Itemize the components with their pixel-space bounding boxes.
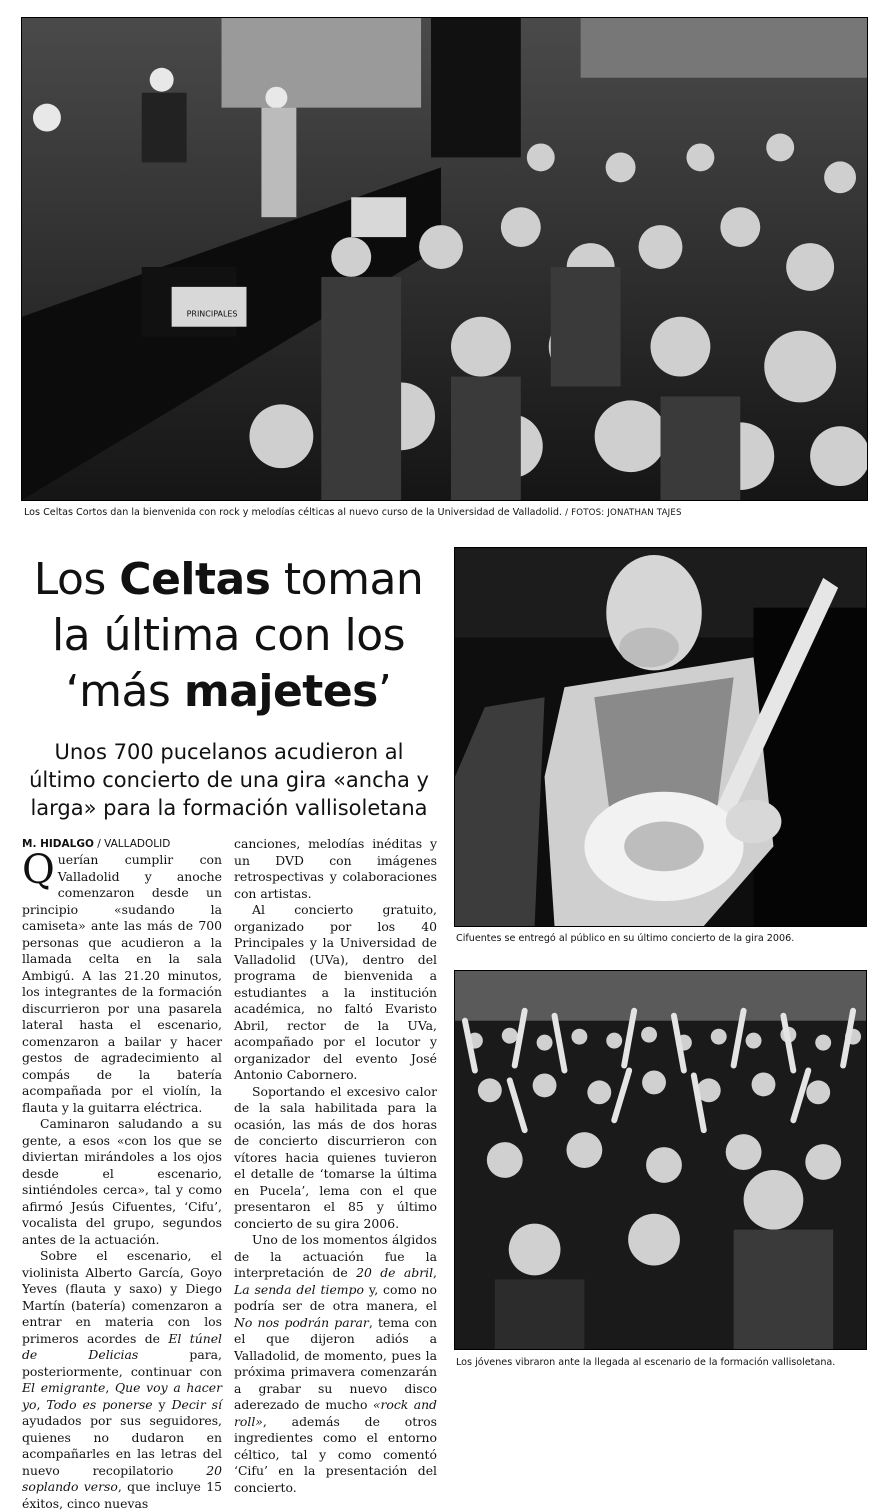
paragraph-6: Soportando el excesivo calor de la sala habilitada para la ocasión, las más de dos horas de concierto discurrieron con vítores hacia quienes tuvieron el detalle de ‘tomarse la última en Pucela’, lema con el que presentaron el 85 y último concierto de su gira 2006. [234, 1083, 437, 1231]
crowd-photo [454, 970, 867, 1350]
concert-stage-photo [21, 17, 868, 501]
paragraph-3: Sobre el escenario, el violinista Alberto García, Goyo Yeves (flauta y saxo) y Diego Martín (batería) comenzaron a entrar en materia con los primeros acordes de El túnel de Delicias para, posteriormente, continuar con El emigrante, Que voy a hacer yo, Todo es ponerse y Decir sí ayudados por sus seguidores, quienes no dudaron en acompañarles en las letras del nuevo recopilatorio 20 soplando verso, que incluye 15 éxitos, cinco nuevas [22, 1248, 222, 1511]
paragraph-7: Uno de los momentos álgidos de la actuación fue la interpretación de 20 de abril, La senda del tiempo y, como no podría ser de otra manera, el No nos podrán parar, tema con el que dijeron adiós a Valladolid, de momento, pues la próxima primavera comenzarán a grabar su nuevo disco aderezado de mucho «rock and roll», además de otros ingredientes como el entorno céltico, tal y como comentó ‘Cifu’ en la presentación del concierto. [234, 1232, 437, 1495]
paragraph-4: canciones, melodías inéditas y un DVD con imágenes retrospectivas y colaboraciones con artistas. [234, 836, 437, 901]
crowd-photo-caption: Los jóvenes vibraron ante la llegada al escenario de la formación vallisoletana. [456, 1357, 836, 1368]
paragraph-5: Al concierto gratuito, organizado por los 40 Principales y la Universidad de Valladolid (UVa), dentro del programa de bienvenida a estudiantes a la institución académica, no faltó Evaristo Abril, rector de la UVa, acompañado por el locutor y organizador del evento José Antonio Cabornero. [234, 902, 437, 1082]
photo-credit: / FOTOS: JONATHAN TAJES [565, 508, 682, 518]
top-photo-caption [24, 507, 682, 519]
concert-stage-image [22, 18, 867, 500]
paragraph-1: Querían cumplir con Valladolid y anoche comenzaron desde un principio «sudando la camiseta» ante las más de 700 personas que acudieron a la llamada celta en la sala Ambigú. A las 21.20 minutos, los integrantes de la formación discurrieron por una pasarela lateral hasta el escenario, comenzaron a bailar y hacer gestos de agradecimiento al compás de la batería acompañada por el violín, la flauta y la guitarra eléctrica. [22, 847, 222, 1115]
article-column-2 [234, 836, 437, 1496]
headline-line-2: la última con los [51, 610, 406, 661]
guitarist-photo [454, 547, 867, 927]
article-column-1 [22, 847, 222, 1512]
headline-line-3: ‘más majetes’ [65, 666, 392, 717]
speaker-logo-text: PRINCIPALES [186, 309, 238, 319]
dropcap: Q [22, 847, 55, 893]
byline-author: M. HIDALGO [22, 838, 94, 850]
crowd-image [455, 971, 866, 1349]
article-headline [16, 552, 441, 720]
article-subhead: Unos 700 pucelanos acudieron al último concierto de una gira «ancha y larga» para la formación vallisoletana [29, 740, 429, 820]
guitarist-photo-caption: Cifuentes se entregó al público en su último concierto de la gira 2006. [456, 933, 795, 944]
paragraph-2: Caminaron saludando a su gente, a esos «con los que se diviertan mirándoles a los ojos desde el escenario, sintiéndoles cerca», tal y como afirmó Jesús Cifuentes, ‘Cifu’, vocalista del grupo, segundos antes de la actuación. [22, 1116, 222, 1247]
top-photo-caption-text: Los Celtas Cortos dan la bienvenida con rock y melodías célticas al nuevo curso de la Universidad de Valladolid. [24, 507, 562, 518]
guitarist-image [455, 548, 866, 926]
headline-line-1: Los Celtas toman [33, 554, 424, 605]
byline-place: / VALLADOLID [97, 838, 171, 850]
